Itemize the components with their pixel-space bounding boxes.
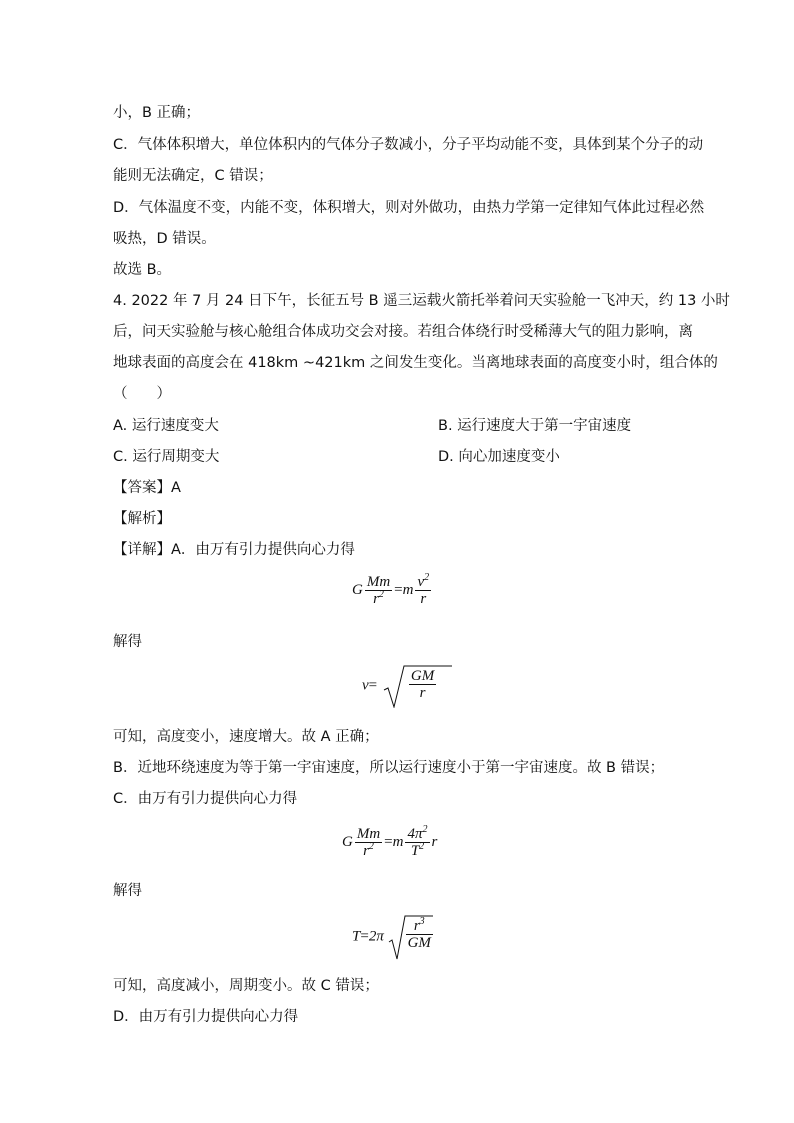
- eq-equals: =: [384, 833, 393, 850]
- eq-denominator: r: [420, 591, 427, 607]
- option-c: C. 运行周期变大: [113, 449, 220, 465]
- equation-gravity-period: [342, 826, 437, 859]
- option-d: D. 向心加速度变小: [438, 449, 560, 465]
- text-line: C．气体体积增大，单位体积内的气体分子数减小，分子平均动能不变，具体到某个分子的动: [113, 137, 704, 153]
- text-line: 可知，高度减小，周期变小。故 C 错误；: [113, 978, 379, 994]
- eq-symbol: 2π: [368, 928, 384, 945]
- equation-velocity: [362, 664, 453, 708]
- eq-numerator: 4π: [407, 826, 423, 842]
- eq-symbol: m: [392, 833, 404, 850]
- equation-period: [352, 914, 434, 960]
- equation-gravity-velocity: [352, 574, 433, 607]
- eq-numerator: Mm: [366, 574, 391, 590]
- eq-symbol: v: [362, 677, 369, 694]
- question-4-line: 地球表面的高度会在 418km ~421km 之间发生变化。当离地球表面的高度变小时，组合体的: [113, 355, 718, 371]
- solve-label: 解得: [113, 634, 142, 650]
- eq-denominator: r: [373, 591, 379, 607]
- detail-line: 【详解】A．由万有引力提供向心力得: [113, 542, 355, 558]
- eq-symbol: G: [352, 581, 363, 598]
- eq-numerator: v: [417, 574, 425, 590]
- eq-denominator: T: [410, 843, 420, 859]
- text-line: 吸热，D 错误。: [113, 231, 216, 247]
- eq-numerator: r: [413, 918, 420, 934]
- eq-denominator: r: [363, 843, 369, 859]
- eq-denominator: GM: [407, 935, 431, 951]
- eq-numerator: Mm: [356, 826, 381, 842]
- eq-numerator: GM: [410, 668, 435, 684]
- sqrt-sign: [383, 664, 453, 708]
- eq-denominator: r: [419, 685, 426, 701]
- eq-equals: =: [368, 677, 378, 694]
- sqrt-sign: [388, 914, 434, 960]
- answer-label: 【答案】A: [113, 480, 181, 496]
- eq-equals: =: [360, 928, 369, 945]
- eq-symbol: T: [352, 928, 361, 945]
- eq-exponent: 2: [424, 572, 430, 583]
- eq-exponent: 2: [378, 589, 384, 600]
- text-line: 能则无法确定，C 错误；: [113, 168, 273, 184]
- eq-exponent: 2: [422, 824, 428, 835]
- text-line: D．由万有引力提供向心力得: [113, 1009, 299, 1025]
- analysis-label: 【解析】: [113, 511, 171, 527]
- eq-exponent: 2: [368, 841, 374, 852]
- text-line: C．由万有引力提供向心力得: [113, 791, 298, 807]
- eq-exponent: 3: [419, 916, 425, 927]
- eq-exponent: 2: [419, 841, 425, 852]
- text-line: 故选 B。: [113, 262, 172, 278]
- eq-symbol: m: [402, 581, 414, 598]
- text-line: 可知，高度变小，速度增大。故 A 正确；: [113, 729, 379, 745]
- text-line: 小，B 正确；: [113, 105, 201, 121]
- question-4-line: 4. 2022 年 7 月 24 日下午，长征五号 B 遥三运载火箭托举着问天实验舱一飞冲天，约 13 小时: [113, 293, 730, 309]
- option-b: B. 运行速度大于第一宇宙速度: [438, 418, 632, 434]
- question-4-line: 后，问天实验舱与核心舱组合体成功交会对接。若组合体绕行时受稀薄大气的阻力影响，离: [113, 324, 693, 340]
- eq-symbol: G: [342, 833, 353, 850]
- text-line: D．气体温度不变，内能不变，体积增大，则对外做功，由热力学第一定律知气体此过程必然: [113, 200, 705, 216]
- eq-equals: =: [394, 581, 403, 598]
- eq-symbol: r: [431, 833, 438, 850]
- question-4-blank: （ ）: [113, 386, 171, 402]
- option-a: A. 运行速度变大: [113, 418, 219, 434]
- text-line: B．近地环绕速度为等于第一宇宙速度，所以运行速度小于第一宇宙速度。故 B 错误；: [113, 760, 665, 776]
- solve-label: 解得: [113, 883, 142, 899]
